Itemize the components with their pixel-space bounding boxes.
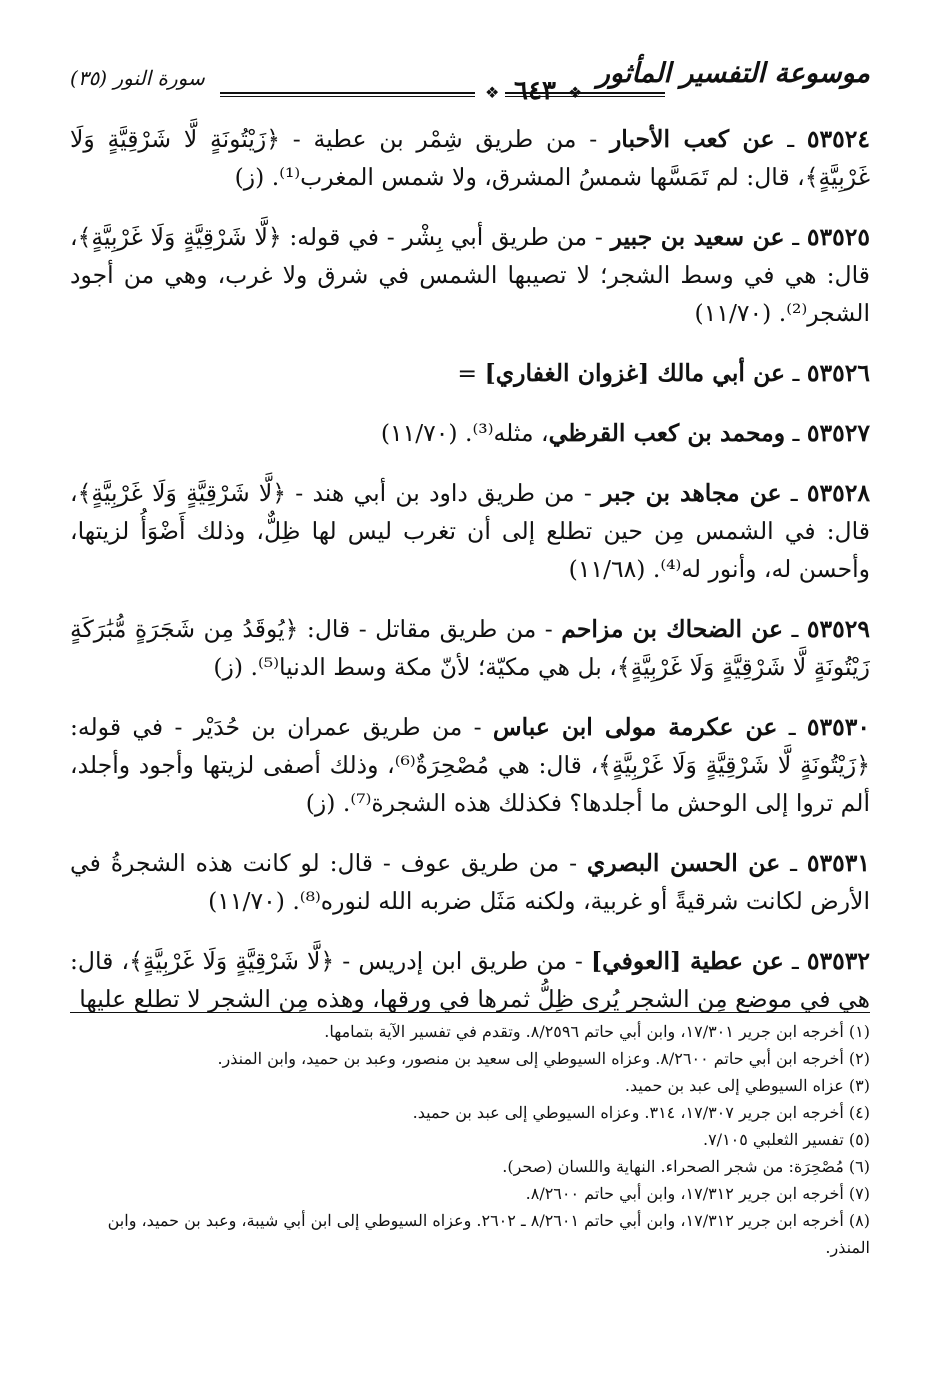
- narrator-name: عن مجاهد بن جبر: [601, 479, 782, 507]
- narration-entry: ٥٣٥٢٤ ـ عن كعب الأحبار - من طريق شِمْر بن عطية - ﴿زَيْتُونَةٍ لَّا شَرْقِيَّةٍ وَلَا غَرْبِيَّةٍ﴾، قال: لم تَمَسَّها شمسُ المشرق، ولا شمس المغرب⁽¹⁾. (ز): [70, 125, 870, 191]
- entry-number: ٥٣٥٣٢: [806, 947, 870, 975]
- narration-entry: ٥٣٥٢٥ ـ عن سعيد بن جبير - من طريق أبي بِشْر - في قوله: ﴿لَّا شَرْقِيَّةٍ وَلَا غَرْبِيَّةٍ﴾، قال: هي في وسط الشجر؛ لا تصيبها الشمس في شرق ولا غرب، وهي من أجود الشجر⁽²⁾. (١١/٧٠): [70, 223, 870, 327]
- entry-text: ، مثله⁽³⁾. (١١/٧٠): [380, 419, 549, 447]
- narration-entry: ٥٣٥٣٢ ـ عن عطية [العوفي] - من طريق ابن إدريس - ﴿لَّا شَرْقِيَّةٍ وَلَا غَرْبِيَّةٍ﴾، قال: هي في موضع مِن الشجر يُرى ظِلُّ ثمرها في ورقها، وهذه مِن الشجر لا تطلع عليها: [70, 947, 870, 1013]
- page-header: [70, 52, 870, 112]
- entry-text: - من طريق أبي بِشْر - في قوله: ﴿لَّا شَرْقِيَّةٍ وَلَا غَرْبِيَّةٍ﴾، قال: هي في وسط الشجر؛ لا تصيبها الشمس في شرق ولا غرب، وهي من أجود الشجر⁽²⁾. (١١/٧٠): [70, 223, 870, 327]
- narrator-name: عن أبي مالك [غزوان الغفاري]: [484, 359, 786, 387]
- footnote-separator: [70, 1012, 870, 1013]
- entry-text: - من طريق داود بن أبي هند - ﴿لَّا شَرْقِيَّةٍ وَلَا غَرْبِيَّةٍ﴾، قال: في الشمس مِن حين تطلع إلى أن تغرب ليس لها ظِلٌّ، وذلك أَضْوَأُ لزيتها، وأحسن له، وأنور له⁽⁴⁾. (١١/٦٨): [70, 479, 870, 583]
- narrator-name: عن عكرمة مولى ابن عباس: [492, 713, 778, 741]
- narration-entry: ٥٣٥٢٨ ـ عن مجاهد بن جبر - من طريق داود بن أبي هند - ﴿لَّا شَرْقِيَّةٍ وَلَا غَرْبِيَّةٍ﴾، قال: في الشمس مِن حين تطلع إلى أن تغرب ليس لها ظِلٌّ، وذلك أَضْوَأُ لزيتها، وأحسن له، وأنور له⁽⁴⁾. (١١/٦٨): [70, 479, 870, 583]
- entry-number: ٥٣٥٣٠: [806, 713, 870, 741]
- entry-text: - من طريق مقاتل - قال: ﴿يُوقَدُ مِن شَجَرَةٍ مُّبَٰرَكَةٍ زَيْتُونَةٍ لَّا شَرْقِيَّةٍ وَلَا غَرْبِيَّةٍ﴾، بل هي مكيّة؛ لأنّ مكة وسط الدنيا⁽⁵⁾. (ز): [70, 615, 870, 681]
- narration-entry: ٥٣٥٢٩ ـ عن الضحاك بن مزاحم - من طريق مقاتل - قال: ﴿يُوقَدُ مِن شَجَرَةٍ مُّبَٰرَكَةٍ زَيْتُونَةٍ لَّا شَرْقِيَّةٍ وَلَا غَرْبِيَّةٍ﴾، بل هي مكيّة؛ لأنّ مكة وسط الدنيا⁽⁵⁾. (ز): [70, 615, 870, 681]
- entry-text: - من طريق شِمْر بن عطية - ﴿زَيْتُونَةٍ لَّا شَرْقِيَّةٍ وَلَا غَرْبِيَّةٍ﴾، قال: لم تَمَسَّها شمسُ المشرق، ولا شمس المغرب⁽¹⁾. (ز): [70, 125, 870, 191]
- narration-entry: ٥٣٥٢٦ ـ عن أبي مالك [غزوان الغفاري] =: [457, 359, 870, 387]
- header-rule-left: [220, 92, 475, 94]
- narration-entry: ٥٣٥٣٠ ـ عن عكرمة مولى ابن عباس - من طريق عمران بن حُدَيْر - في قوله: ﴿زَيْتُونَةٍ لَّا شَرْقِيَّةٍ وَلَا غَرْبِيَّةٍ﴾، قال: هي مُصْحِرَةٌ⁽⁶⁾، وذلك أصفى لزيتها وأجود وأجلد، ألم تروا إلى الوحش ما أجلدها؟ فكذلك هذه الشجرة⁽⁷⁾. (ز): [70, 713, 870, 817]
- entry-number: ٥٣٥٢٩: [806, 615, 870, 643]
- entry-number: ٥٣٥٣١: [806, 849, 870, 877]
- entry-text: - من طريق عوف - قال: لو كانت هذه الشجرةُ في الأرض لكانت شرقيةً أو غربية، ولكنه مَثَل ضربه الله لنوره⁽⁸⁾. (١١/٧٠): [70, 849, 870, 915]
- entry-text: =: [457, 359, 478, 387]
- narrator-name: عن عطية [العوفي]: [590, 947, 784, 975]
- page-number: ٦٤٣: [514, 76, 556, 106]
- entry-number: ٥٣٥٢٤: [806, 125, 870, 153]
- footnote: (٤) أخرجه ابن جرير ١٧/٣٠٧، ٣١٤. وعزاه السيوطي إلى عبد بن حميد.: [412, 1103, 870, 1122]
- narrator-name: عن سعيد بن جبير: [610, 223, 785, 251]
- entry-text: - من طريق ابن إدريس - ﴿لَّا شَرْقِيَّةٍ وَلَا غَرْبِيَّةٍ﴾، قال: هي في موضع مِن الشجر يُرى ظِلُّ ثمرها في ورقها، وهذه مِن الشجر لا تطلع عليها: [70, 947, 870, 1013]
- ornament-icon: ❖: [568, 83, 583, 102]
- narrator-name: عن الضحاك بن مزاحم: [561, 615, 784, 643]
- footnote: (٦) مُصْحِرَة: من شجر الصحراء. النهاية واللسان (صحر).: [502, 1157, 870, 1176]
- narration-entry: ٥٣٥٣١ ـ عن الحسن البصري - من طريق عوف - قال: لو كانت هذه الشجرةُ في الأرض لكانت شرقيةً أو غربية، ولكنه مَثَل ضربه الله لنوره⁽⁸⁾. (١١/٧٠): [70, 849, 870, 915]
- footnote: (١) أخرجه ابن جرير ١٧/٣٠١، وابن أبي حاتم ٨/٢٥٩٦. وتقدم في تفسير الآية بتمامها.: [324, 1022, 870, 1041]
- footnote: (٧) أخرجه ابن جرير ١٧/٣١٢، وابن أبي حاتم ٨/٢٦٠٠.: [525, 1184, 870, 1203]
- entry-number: ٥٣٥٢٨: [806, 479, 870, 507]
- main-text: [70, 120, 870, 1040]
- narration-entry: ٥٣٥٢٧ ـ ومحمد بن كعب القرظي، مثله⁽³⁾. (١١/٧٠): [380, 419, 870, 447]
- entry-text: - من طريق عمران بن حُدَيْر - في قوله: ﴿زَيْتُونَةٍ لَّا شَرْقِيَّةٍ وَلَا غَرْبِيَّةٍ﴾، قال: هي مُصْحِرَةٌ⁽⁶⁾، وذلك أصفى لزيتها وأجود وأجلد، ألم تروا إلى الوحش ما أجلدها؟ فكذلك هذه الشجرة⁽⁷⁾. (ز): [70, 713, 870, 817]
- narrator-name: عن الحسن البصري: [586, 849, 781, 877]
- ornament-icon: ❖: [485, 83, 500, 102]
- entry-number: ٥٣٥٢٦: [806, 359, 870, 387]
- header-rule-left-thin: [220, 96, 475, 97]
- book-title: موسوعة التفسير المأثور: [596, 58, 870, 89]
- footnotes: [70, 1018, 870, 1261]
- narrator-name: ومحمد بن كعب القرظي: [548, 419, 786, 447]
- footnote: (٨) أخرجه ابن جرير ١٧/٣١٢، وابن أبي حاتم ٨/٢٦٠١ ـ ٢٦٠٢. وعزاه السيوطي إلى ابن أبي شيبة، وعبد بن حميد، وابن المنذر.: [107, 1211, 870, 1257]
- entry-number: ٥٣٥٢٧: [806, 419, 870, 447]
- footnote: (٣) عزاه السيوطي إلى عبد بن حميد.: [624, 1076, 870, 1095]
- footnote: (٢) أخرجه ابن أبي حاتم ٨/٢٦٠٠. وعزاه السيوطي إلى سعيد بن منصور، وعبد بن حميد، وابن المنذر.: [217, 1049, 870, 1068]
- entry-number: ٥٣٥٢٥: [806, 223, 870, 251]
- footnote: (٥) تفسير الثعلبي ٧/١٠٥.: [702, 1130, 870, 1149]
- surah-reference: سورة النور (٣٥): [70, 66, 205, 90]
- narrator-name: عن كعب الأحبار: [609, 125, 775, 153]
